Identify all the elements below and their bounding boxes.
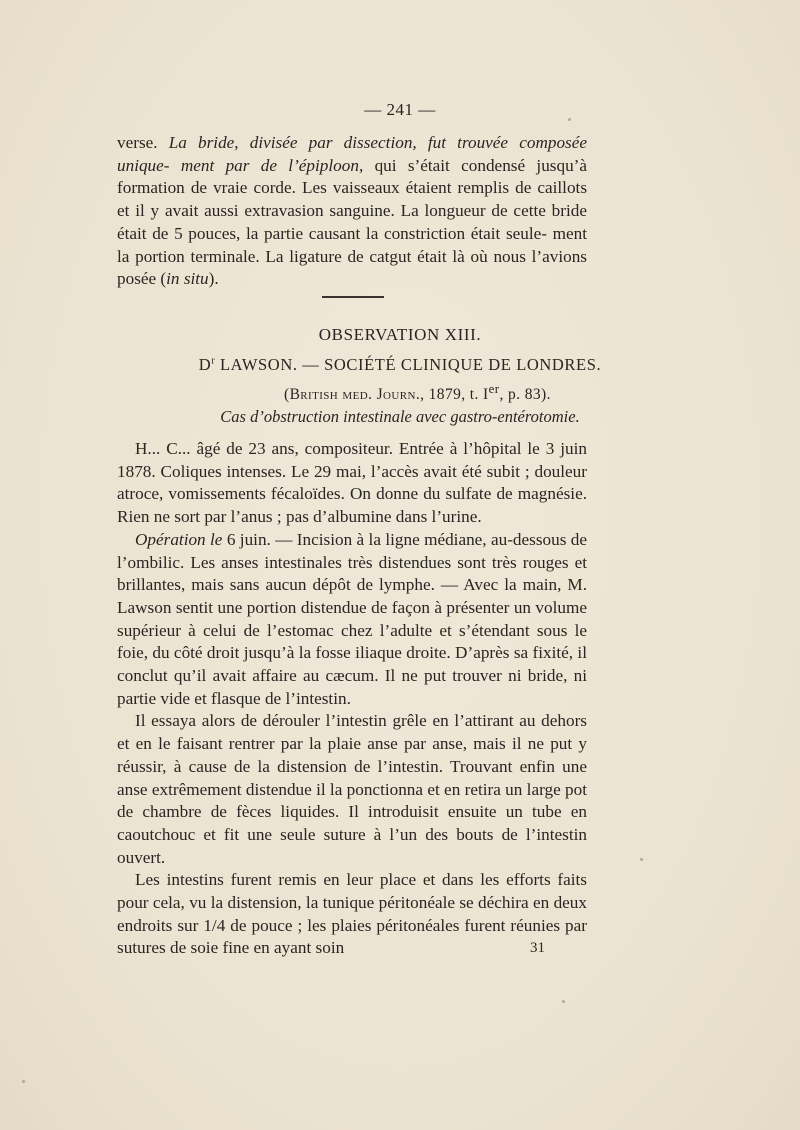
line-7-text: nous l’avions posée ( [117,246,587,289]
line-7-end: ). [208,269,219,289]
source-end: , p. 83). [499,386,551,404]
observation-source [284,381,551,404]
paper-speck [22,1080,25,1083]
source-journal: British med. Journ. [289,386,421,404]
source-rest: , 1879, t. I [420,386,489,404]
line-4-text: avait aussi extravasion sanguine. La longueur de cette bride [164,201,587,221]
line-2-italic: ment par de l’épiploon, [180,155,364,175]
paper-speck [568,118,571,121]
line-2-text: qui s’était condensé jusqu’à formation [117,155,588,198]
paper-speck [640,858,643,861]
line-5-text: était de 5 pouces, la partie causant la constriction était seule- [117,223,547,243]
paper-speck [562,1000,565,1003]
source-open: ( [284,386,290,404]
section-divider [322,296,384,298]
paragraph-2-text: 6 juin. — Incision à la ligne médiane, au-dessous de l’ombilic. Les anses intestinales très distendues sont très rouges et brillantes, mais sans aucun dépôt de lymphe. — Avec la main, M. Lawson sentit une portion distendue de façon à présenter un volume supérieur à celui de l’estomac chez l’adulte et s’étendant sous le foie, du côté droit jusqu’à la fosse iliaque droite. D’après sa fixité, il conclut qu’il avait affaire au cæcum. Il ne put trouver ni bride, ni partie vide et flasque de l’intestin. [117,529,588,708]
signature-mark: 31 [530,940,545,956]
observation-body [117,438,587,960]
observation-subtitle: Cas d’obstruction intestinale avec gastro-entérotomie. [220,407,580,426]
paragraph-3: Il essaya alors de dérouler l’intestin grêle en l’attirant au dehors et en le faisant rentrer par la plaie anse par anse, mais il ne put y réussir, à cause de la distension de l’intestin. Trouvant enfin une anse extrêmement distendue il la ponctionna et en retira un large pot de chambre de fèces liquides. Il introduisit ensuite un tube en caoutchouc et fit une seule suture à l’un des bouts de l’intestin ouvert. [117,711,587,867]
paragraph-2-italic: Opération le [135,529,223,549]
page-number: — 241 — [364,100,436,119]
source-sup: er [488,381,500,396]
continued-paragraph [117,132,587,291]
paragraph-2 [117,529,587,711]
observation-title: OBSERVATION XIII. [318,325,482,344]
line-1-text: verse. [117,133,169,152]
paragraph-1: H... C... âgé de 23 ans, compositeur. Entrée à l’hôpital le 3 juin 1878. Coliques intenses. Le 29 mai, l’accès avait été subit ; douleur atroce, vomissements fécaloïdes. On donne du sulfate de magnésie. Rien ne sort par l’anus ; pas d’albumine dans l’urine. [117,439,587,527]
observation-author [0,355,800,375]
line-7-italic: in situ [166,269,209,289]
line-6-text: ment la portion terminale. La ligature de catgut était là où [117,223,587,266]
paragraph-4: Les intestins furent remis en leur place et dans les efforts faits pour cela, vu la distension, la tunique péritonéale se déchira en deux endroits sur 1/4 de pouce ; les plaies péritonéales furent réunies par sutures de soie fine en ayant soin [117,870,587,958]
author-sup: r [211,355,216,367]
author-rest: LAWSON. — SOCIÉTÉ CLINIQUE DE LONDRES. [215,355,602,374]
line-1-italic: La bride, divisée par dissection, fut trouvée composée unique- [117,133,587,175]
author-prefix: D [198,355,212,374]
line-3-text: de vraie corde. Les vaisseaux étaient remplis de caillots et il y [117,178,588,221]
